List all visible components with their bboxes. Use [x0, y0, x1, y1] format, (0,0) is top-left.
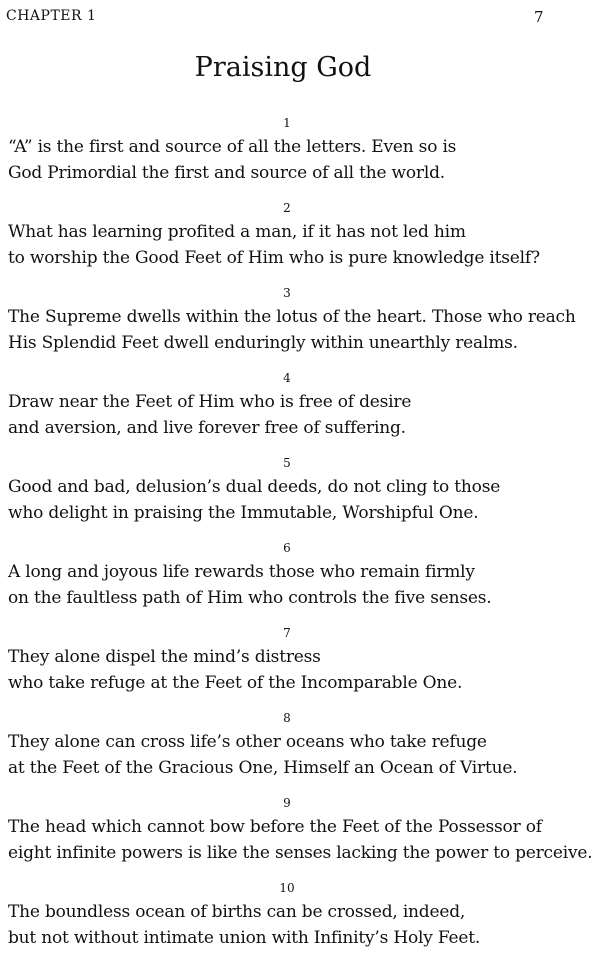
- verse-8: [8, 707, 598, 792]
- verse-line: who take refuge at the Feet of the Incomparable One.: [8, 673, 463, 693]
- verse-line: “A” is the first and source of all the letters. Even so is: [8, 137, 457, 157]
- verse-1: [8, 112, 598, 197]
- verse-line: They alone dispel the mind’s distress: [8, 647, 321, 667]
- verse-7: [8, 622, 598, 707]
- verse-2: [8, 197, 598, 282]
- verse-number: 7: [283, 626, 291, 640]
- verse-number: 8: [283, 711, 291, 725]
- verse-line: The head which cannot bow before the Feet of the Possessor of: [8, 817, 542, 837]
- verse-number: 2: [283, 201, 291, 215]
- verse-number: 9: [283, 796, 291, 810]
- verse-10: [8, 877, 598, 962]
- verse-3: [8, 282, 598, 367]
- verse-line: The Supreme dwells within the lotus of the heart. Those who reach: [8, 307, 576, 327]
- verse-5: [8, 452, 598, 537]
- chapter-label: CHAPTER 1: [6, 8, 97, 24]
- verse-number: 10: [279, 881, 295, 895]
- verse-line: who delight in praising the Immutable, Worshipful One.: [8, 503, 479, 523]
- verse-line: They alone can cross life’s other oceans who take refuge: [8, 732, 487, 752]
- verse-4: [8, 367, 598, 452]
- verse-number: 5: [283, 456, 291, 470]
- verse-line: A long and joyous life rewards those who remain firmly: [8, 562, 475, 582]
- verse-line: His Splendid Feet dwell enduringly within unearthly realms.: [8, 333, 518, 353]
- verse-number: 4: [283, 371, 291, 385]
- verse-line: eight infinite powers is like the senses lacking the power to perceive.: [8, 843, 593, 863]
- verse-line: God Primordial the first and source of all the world.: [8, 163, 445, 183]
- verse-list: [8, 112, 598, 962]
- verse-line: Good and bad, delusion’s dual deeds, do not cling to those: [8, 477, 501, 497]
- page-title: Praising God: [194, 52, 372, 83]
- verse-number: 1: [283, 116, 291, 130]
- verse-line: but not without intimate union with Infinity’s Holy Feet.: [8, 928, 481, 948]
- verse-line: What has learning profited a man, if it has not led him: [8, 222, 466, 242]
- verse-number: 6: [283, 541, 291, 555]
- running-header: [6, 8, 600, 28]
- verse-line: to worship the Good Feet of Him who is pure knowledge itself?: [8, 248, 540, 268]
- verse-number: 3: [283, 286, 291, 300]
- verse-line: The boundless ocean of births can be crossed, indeed,: [8, 902, 466, 922]
- verse-line: at the Feet of the Gracious One, Himself an Ocean of Virtue.: [8, 758, 518, 778]
- page-number: 7: [534, 8, 544, 26]
- verse-line: on the faultless path of Him who controls the five senses.: [8, 588, 492, 608]
- verse-line: Draw near the Feet of Him who is free of desire: [8, 392, 412, 412]
- verse-line: and aversion, and live forever free of suffering.: [8, 418, 406, 438]
- verse-6: [8, 537, 598, 622]
- verse-9: [8, 792, 598, 877]
